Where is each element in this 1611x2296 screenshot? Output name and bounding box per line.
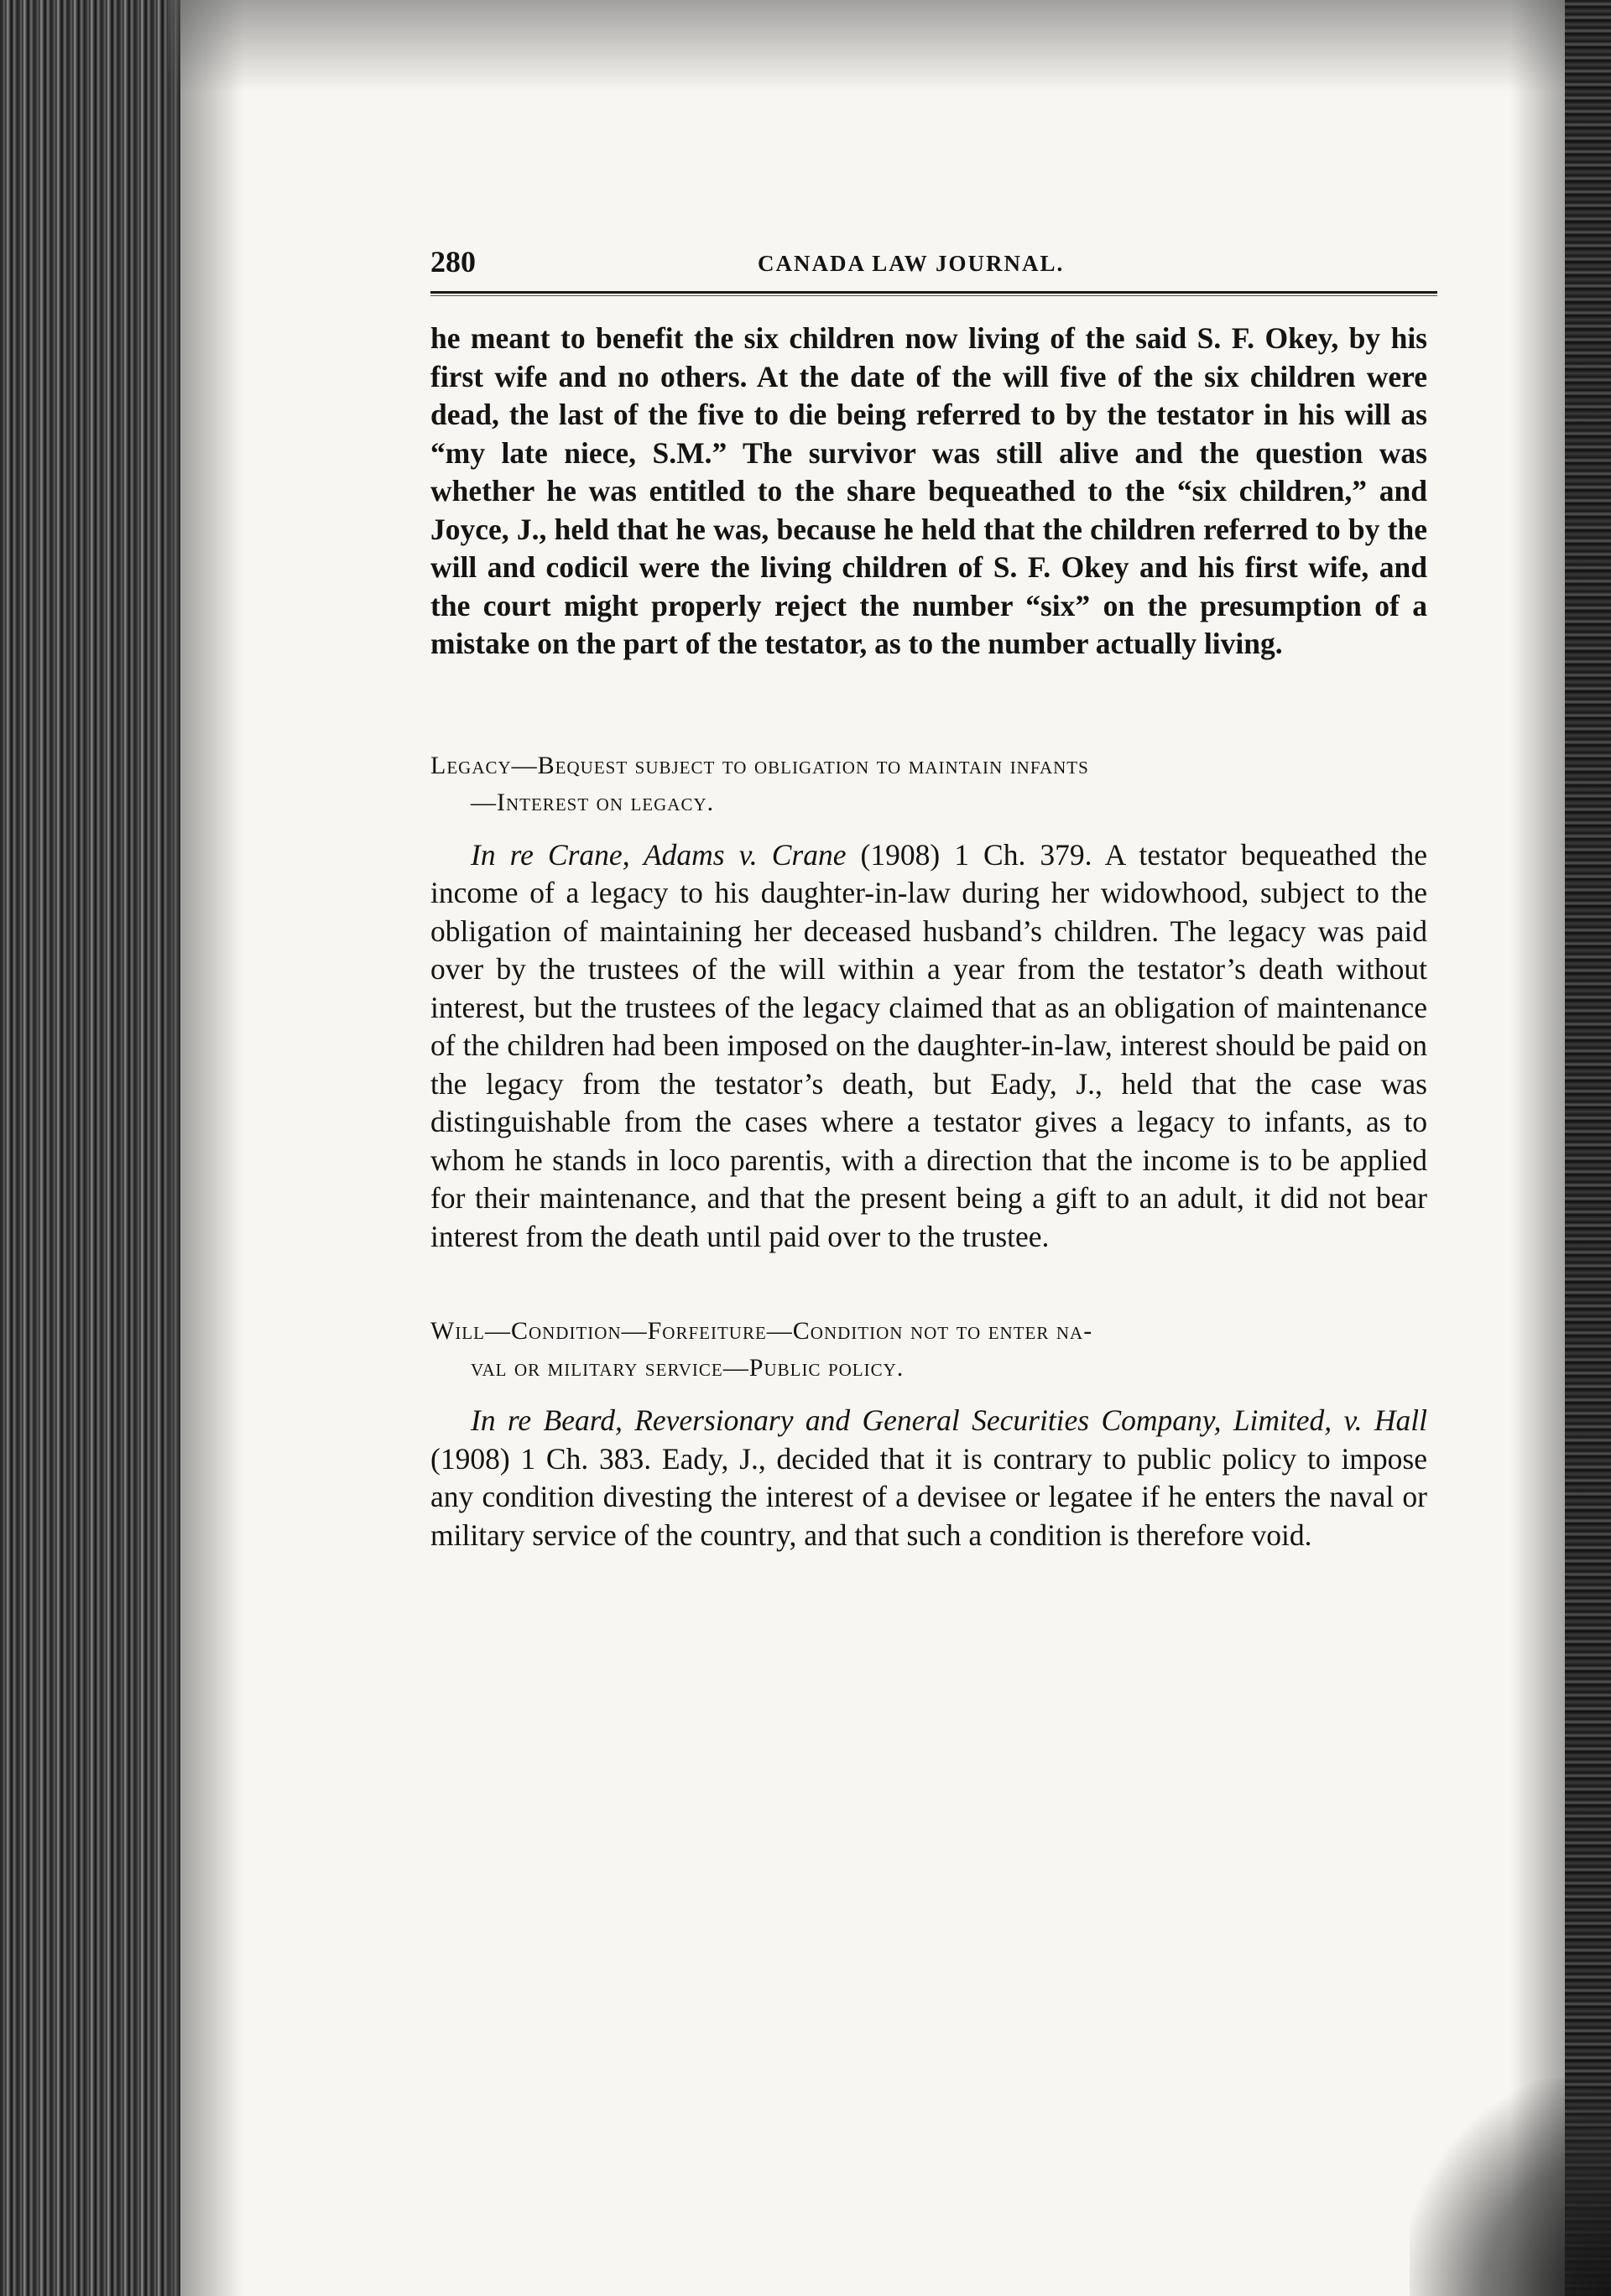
case-citation: (1908) 1 Ch. 379. xyxy=(846,837,1092,872)
case-body: Eady, J., decided that it is contrary to public policy to impose any condition divesting the interest of a devisee or legatee if he enters the naval or military service of the country, and that such a condition is therefore void. xyxy=(430,1441,1427,1552)
case-citation: (1908) 1 Ch. 383. xyxy=(430,1441,652,1476)
running-head xyxy=(430,239,1427,289)
binding-fade xyxy=(168,0,243,2296)
opening-paragraph: he meant to benefit the six children now living of the said S. F. Okey, by his first wife and no others. At the date of the will five of the six children were dead, the last of the five to die being referred to by the testator in his will as “my late niece, S.M.” The survivor was still alive and the question was whether he was entitled to the share bequeathed to the “six children,” and Joyce, J., held that he was, because he held that the children referred to by the will and codicil were the living children of S. F. Okey and his first wife, and the court might properly reject the number “six” on the presumption of a mistake on the part of the testator, as to the number actually living. xyxy=(430,321,1427,660)
section-legacy xyxy=(430,747,1427,1257)
case-paragraph xyxy=(430,836,1427,1257)
header-rule-thin xyxy=(430,295,1437,296)
section-heading-line-1: Legacy—Bequest subject to obligation to maintain infants xyxy=(430,751,1089,779)
section-heading-line-1: Will—Condition—Forfeiture—Condition not to enter na- xyxy=(430,1317,1093,1345)
page-content xyxy=(430,239,1427,1554)
bottom-right-corner-shadow xyxy=(1410,2078,1611,2296)
right-edge-fade xyxy=(1510,0,1569,2296)
header-rule xyxy=(430,291,1437,294)
section-heading xyxy=(430,747,1427,821)
section-will xyxy=(430,1313,1427,1554)
section-heading-line-2: val or military service—Public policy. xyxy=(471,1354,905,1382)
case-name: In re Beard, Reversionary and General Securities Company, Limited, v. Hall xyxy=(471,1403,1427,1437)
journal-title: CANADA LAW JOURNAL. xyxy=(758,251,1065,276)
right-edge-shadow xyxy=(1565,0,1611,2296)
binding-shadow xyxy=(0,0,180,2296)
case-paragraph xyxy=(430,1402,1427,1554)
case-name: In re Crane, Adams v. Crane xyxy=(471,837,847,872)
section-heading-line-2: —Interest on legacy. xyxy=(471,788,715,816)
page-number: 280 xyxy=(430,245,476,279)
case-body: A testator bequeathed the income of a legacy to his daughter-in-law during her widowhood, subject to the obligation of maintaining her deceased husband’s children. The legacy was paid over by the trustees of the will within a year from the testator’s death without interest, but the trustees of the legacy claimed that as an obligation of maintenance of the children had been imposed on the daughter-in-law, interest should be paid on the legacy from the testator’s death, but Eady, J., held that the case was distinguishable from the cases where a testator gives a legacy to infants, as to whom he stands in loco parentis, with a direction that the income is to be applied for their maintenance, and that the present being a gift to an adult, it did not bear interest from the death until paid over to the trustee. xyxy=(430,837,1427,1253)
top-edge-shadow xyxy=(168,0,1611,92)
section-heading xyxy=(430,1313,1427,1387)
